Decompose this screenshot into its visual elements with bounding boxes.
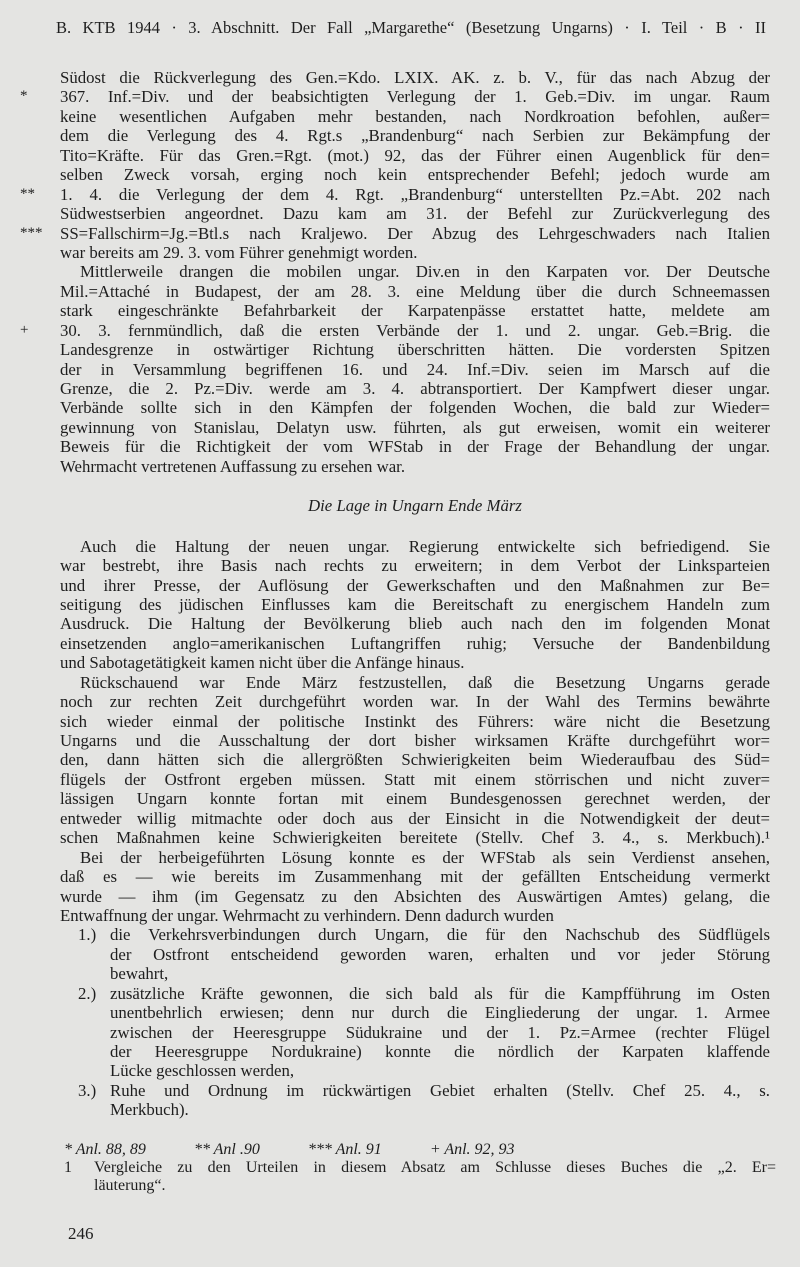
paragraph (20, 262, 770, 476)
line-text: wurde — ihm (im Gegensatz zu den Absichten des Auswärtigen Amtes) gelang, die (60, 886, 770, 906)
line-text: einsetzenden anglo=amerikanischen Luftangriffen ruhig; Versuche der Bandenbildung (60, 633, 770, 653)
list-item (60, 1081, 770, 1120)
line-text: Mil.=Attaché in Budapest, der am 28. 3. eine Meldung über die durch Schneemassen (60, 281, 770, 301)
line-text: der in Versammlung begriffenen 16. und 24. Inf.=Div. seien im Marsch auf die (60, 359, 770, 379)
line-text: den, dann hätten sich die allergrößten Schwierigkeiten beim Wiederaufbau des Süd= (60, 750, 770, 770)
line-text: Ruhe und Ordnung im rückwärtigen Gebiet erhalten (Stellv. Chef 25. 4., s. (110, 1080, 770, 1100)
text-line (110, 1081, 770, 1100)
annex-reference: + Anl. 92, 93 (429, 1141, 515, 1158)
text-line (60, 107, 770, 126)
line-text: gewinnung von Stanislau, Delatyn usw. führten, als gut erweisen, womit ein weiterer (60, 417, 770, 437)
line-text: stark eingeschränkte Befahrbarkeit der Karpatenpässe erstattet hatte, meldete am (60, 301, 770, 321)
line-text: der Heeresgruppe Nordukraine) konnte die nördlich der Karpaten klaffende (110, 1042, 770, 1061)
text-line (60, 828, 770, 847)
annex-reference: *** Anl. 91 (307, 1141, 382, 1158)
text-line (60, 887, 770, 906)
text-line (60, 165, 770, 184)
list-number: 3.) (78, 1080, 97, 1100)
text-line (110, 925, 770, 944)
text-line (20, 184, 770, 204)
text-line (60, 789, 770, 808)
text-line (20, 223, 770, 243)
line-text: Verbände sollte sich in den Kämpfen der folgenden Wochen, die bald zur Wieder= (60, 398, 770, 418)
text-line (20, 320, 770, 340)
footnote-line (64, 1159, 776, 1177)
paragraph (60, 673, 770, 848)
footnote-text: läuterung“. (94, 1177, 166, 1194)
annex-references (64, 1140, 776, 1159)
footnote-1 (64, 1159, 776, 1195)
body-text (20, 68, 770, 1120)
line-text: Südwestserbien angeordnet. Dazu kam am 31. der Befehl zur Zurückverlegung des (60, 204, 770, 224)
footnote-line (64, 1177, 776, 1195)
line-text: flügels der Ostfront ergeben müssen. Statt mit einem störrischen und nicht zuver= (60, 769, 770, 789)
text-line (60, 712, 770, 731)
running-header: B. KTB 1944 · 3. Abschnitt. Der Fall „Margarethe“ (Besetzung Ungarns) · I. Teil · B · II (56, 18, 766, 37)
line-text: war bestrebt, ihre Basis nach rechts zu erweitern; in dem Verbot der Linksparteien (60, 556, 770, 576)
section-heading: Die Lage in Ungarn Ende März (308, 496, 522, 516)
line-text: Mittlerweile drangen die mobilen ungar. Div.en in den Karpaten vor. Der Deutsche (80, 262, 770, 282)
text-line (60, 848, 770, 867)
text-line (60, 770, 770, 789)
text-line (60, 750, 770, 769)
line-text: Bei der herbeigeführten Lösung konnte es der WFStab als sein Verdienst ansehen, (80, 847, 770, 867)
line-text: zwischen der Heeresgruppe Südukraine und der 1. Pz.=Armee (rechter Flügel (110, 1022, 770, 1042)
text-line (110, 1100, 770, 1119)
text-line (60, 204, 770, 223)
line-text: entweder willig mitmachte oder doch aus der Einsicht in die Notwendigkeit der deut= (60, 808, 770, 828)
text-line (110, 984, 770, 1003)
text-line (60, 556, 770, 575)
list-number: 1.) (78, 925, 97, 945)
footnote-number: 1 (64, 1159, 72, 1176)
text-line (110, 1061, 770, 1080)
line-text: 367. Inf.=Div. und der beabsichtigten Verlegung der 1. Geb.=Div. im ungar. Raum (60, 87, 770, 107)
line-text: Lücke geschlossen werden, (110, 1061, 295, 1081)
line-text: dem die Verlegung des 4. Rgt.s „Brandenburg“ nach Serbien zur Bekämpfung der (60, 126, 770, 146)
list-item (60, 925, 770, 983)
line-text: schen Maßnahmen keine Schwierigkeiten bereitete (Stellv. Chef 3. 4., s. Merkbuch).¹ (60, 828, 770, 848)
annex-reference: ** Anl .90 (193, 1141, 260, 1158)
annex-reference: * Anl. 88, 89 (64, 1141, 146, 1158)
line-text: Ungarns und die Ausschaltung der dort bisher wirksamen Kräfte durchgeführt wor= (60, 731, 770, 750)
text-line (60, 68, 770, 87)
line-text: Landesgrenze in ostwärtiger Richtung überschritten hätten. Die vordersten Spitzen (60, 340, 770, 360)
line-text: Rückschauend war Ende März festzustellen, daß die Besetzung Ungarns gerade (80, 672, 770, 692)
text-line (60, 809, 770, 828)
line-text: der Ostfront entscheidend geworden waren, erhalten und vor jeder Störung (110, 944, 770, 964)
margin-annex-mark: ** (20, 185, 35, 202)
paragraph (60, 848, 770, 926)
text-line (60, 653, 770, 672)
text-line (60, 379, 770, 398)
text-line (60, 243, 770, 262)
text-line (60, 146, 770, 165)
line-text: Grenze, die 2. Pz.=Div. werde am 3. 4. abtransportiert. Der Kampfwert dieser ungar. (60, 379, 770, 398)
footnote-text: Vergleiche zu den Urteilen in diesem Absatz am Schlusse dieses Buches die „2. Er= (94, 1159, 776, 1176)
text-line (60, 673, 770, 692)
margin-annex-mark: *** (20, 224, 43, 241)
text-line (60, 867, 770, 886)
text-line (60, 398, 770, 417)
text-line (110, 1023, 770, 1042)
text-line (60, 576, 770, 595)
line-text: 1. 4. die Verlegung der dem 4. Rgt. „Brandenburg“ unterstellten Pz.=Abt. 202 nach (60, 184, 770, 204)
text-line (60, 418, 770, 437)
text-line (60, 282, 770, 301)
line-text: lässigen Ungarn konnte fortan mit einem Bundesgenossen gerechnet werden, der (60, 789, 770, 809)
text-line (60, 731, 770, 750)
line-text: zusätzliche Kräfte gewonnen, die sich bald als für die Kampfführung im Osten (110, 983, 770, 1003)
line-text: SS=Fallschirm=Jg.=Btl.s nach Kraljewo. Der Abzug des Lehrgeschwaders nach Italien (60, 223, 770, 243)
line-text: keine wesentlichen Aufgaben mehr bestanden, nach Nordkroation befohlen, außer= (60, 106, 770, 126)
line-text: Tito=Kräfte. Für das Gren.=Rgt. (mot.) 92, das der Führer einen Augenblick für den= (60, 145, 770, 165)
text-line (60, 301, 770, 320)
text-line (60, 340, 770, 359)
text-line (110, 1042, 770, 1061)
line-text: sich wieder einmal der politische Instinkt des Führers: wäre nicht die Besetzung (60, 711, 770, 731)
line-text: daß es — wie bereits im Zusammenhang mit der gefällten Entscheidung vermerkt (60, 867, 770, 887)
margin-annex-mark: * (20, 88, 28, 105)
line-text: 30. 3. fernmündlich, daß die ersten Verbände der 1. und 2. ungar. Geb.=Brig. die (60, 320, 770, 340)
line-text: Ausdruck. Die Haltung der Bevölkerung blieb auch nach den im folgenden Monat (60, 614, 770, 634)
line-text: Südost die Rückverlegung des Gen.=Kdo. LXIX. AK. z. b. V., für das nach Abzug der (60, 68, 770, 87)
line-text: und Sabotagetätigkeit kamen nicht über die Anfänge hinaus. (60, 653, 465, 673)
text-line (20, 87, 770, 107)
text-line (110, 964, 770, 983)
text-line (110, 1003, 770, 1022)
line-text: die Verkehrsverbindungen durch Ungarn, die für den Nachschub des Südflügels (110, 925, 770, 945)
page-number: 246 (68, 1224, 94, 1243)
paragraph (60, 537, 770, 673)
line-text: Merkbuch). (110, 1100, 189, 1120)
line-text: Beweis für die Richtigkeit der vom WFStab in der Frage der Behandlung der ungar. (60, 437, 770, 457)
text-line (60, 126, 770, 145)
line-text: noch zur rechten Zeit durchgeführt worden war. In der Wahl des Termins bewährte (60, 692, 770, 712)
line-text: seitigung des jüdischen Einflusses kam die Bereitschaft zu energischem Handeln zum (60, 594, 770, 614)
text-line (60, 634, 770, 653)
text-line (60, 906, 770, 925)
line-text: Wehrmacht vertretenen Auffassung zu ersehen war. (60, 456, 406, 476)
line-text: war bereits am 29. 3. vom Führer genehmigt worden. (60, 242, 418, 262)
text-line (60, 262, 770, 281)
line-text: Auch die Haltung der neuen ungar. Regierung entwickelte sich befriedigend. Sie (80, 536, 770, 556)
text-line (60, 457, 770, 476)
line-text: Entwaffnung der ungar. Wehrmacht zu verhindern. Denn dadurch wurden (60, 905, 554, 925)
text-line (60, 360, 770, 379)
text-line (110, 945, 770, 964)
list-number: 2.) (78, 983, 97, 1003)
line-text: bewahrt, (110, 964, 169, 984)
text-line (60, 614, 770, 633)
text-line (60, 595, 770, 614)
text-line (60, 692, 770, 711)
line-text: selben Zweck vorsah, erging noch kein entsprechender Befehl; jedoch wurde am (60, 165, 770, 185)
paragraph (20, 68, 770, 262)
line-text: und ihrer Presse, der Auflösung der Gewerkschaften und den Maßnahmen zur Be= (60, 575, 770, 595)
list-item (60, 984, 770, 1081)
margin-annex-mark: + (20, 321, 29, 338)
line-text: unentbehrlich erwiesen; denn nur durch die Eingliederung der ungar. 1. Armee (110, 1003, 770, 1023)
text-line (60, 537, 770, 556)
text-line (60, 437, 770, 456)
footnotes (64, 1140, 776, 1195)
